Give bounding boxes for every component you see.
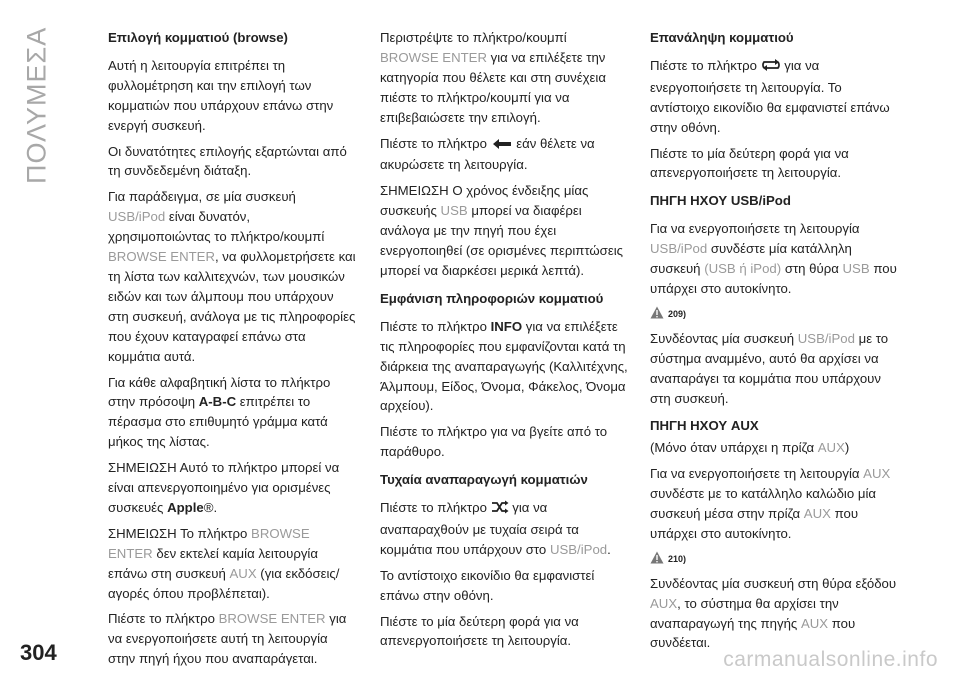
gray-term: USB: [440, 203, 468, 219]
column-2: [380, 28, 628, 657]
paragraph: Το αντίστοιχο εικονίδιο θα εμφανιστεί επάνω στην οθόνη.: [380, 567, 595, 603]
heading-track-info: Εμφάνιση πληροφοριών κομματιού: [380, 290, 604, 306]
gray-term: USB/iPod: [797, 330, 855, 346]
gray-term: AUX: [650, 595, 678, 611]
warning-icon: [650, 305, 664, 325]
gray-term: AUX: [863, 466, 891, 482]
bold-term: Apple: [167, 499, 204, 515]
paragraph: Πιέστε το πλήκτρο INFO για να επιλέξετε τις πληροφορίες που εμφανίζονται κατά τη διάρκεια της αναπαραγωγής (Καλλιτέχνης, Άλμπουμ, Είδος, Όνομα, Φάκελος, Όνομα αρχείου).: [380, 318, 628, 414]
heading-shuffle: Τυχαία αναπαραγωγή κομματιών: [380, 472, 588, 488]
gray-term: AUX: [803, 506, 831, 522]
paragraph: Πιέστε το πλήκτρο BROWSE ENTER για να ενεργοποιήσετε αυτή τη λειτουργία στην πηγή ήχου που αναπαράγεται.: [108, 611, 347, 667]
gray-term: BROWSE ENTER: [218, 611, 326, 627]
paragraph: Συνδέοντας μία συσκευή USB/iPod με το σύστημα αναμμένο, αυτό θα αρχίσει να αναπαράγει τα κομμάτια που υπάρχουν στη συσκευή.: [650, 330, 889, 406]
paragraph: Πιέστε το πλήκτρο για να ενεργοποιήσετε τη λειτουργία. Το αντίστοιχο εικονίδιο θα εμφανιστεί επάνω στην οθόνη.: [650, 57, 890, 135]
paragraph: Αυτή η λειτουργία επιτρέπει τη φυλλομέτρηση και την επιλογή των κομματιών που υπάρχουν επάνω στην ενεργή συσκευή.: [108, 57, 334, 133]
gray-term: BROWSE ENTER: [108, 249, 215, 265]
page-number: 304: [20, 640, 57, 665]
gray-term: AUX: [817, 440, 845, 456]
paragraph: Πιέστε το πλήκτρο για να βγείτε από το παράθυρο.: [380, 424, 608, 460]
warning-note: [650, 305, 898, 325]
warning-note-number: 209): [668, 308, 687, 319]
paragraph: (Μόνο όταν υπάρχει η πρίζα AUX): [650, 440, 850, 456]
section-side-title: ΠΟΛΥΜΕΣΑ: [21, 26, 52, 184]
warning-icon: [650, 550, 664, 570]
heading-usb-source: ΠΗΓΗ ΗΧΟΥ USB/iPod: [650, 193, 791, 209]
paragraph: Οι δυνατότητες επιλογής εξαρτώνται από τη συνδεδεμένη διάταξη.: [108, 143, 347, 179]
heading-aux-source: ΠΗΓΗ ΗΧΟΥ AUX: [650, 418, 759, 434]
bold-term: A-B-C: [198, 394, 237, 410]
warning-note: [650, 550, 898, 570]
paragraph: Για κάθε αλφαβητική λίστα το πλήκτρο στην πρόσοψη A-B-C επιτρέπει το πέρασμα στο επιθυμητό γράμμα κατά μήκος της λίστας.: [108, 374, 331, 450]
paragraph: Για να ενεργοποιήσετε τη λειτουργία USB/iPod συνδέστε μία κατάλληλη συσκευή (USB ή iPod) στη θύρα USB που υπάρχει στο αυτοκίνητο.: [650, 221, 897, 296]
paragraph: Πιέστε το πλήκτρο εάν θέλετε να ακυρώσετε τη λειτουργία.: [380, 135, 595, 173]
paragraph: Πιέστε το μία δεύτερη φορά για να απενεργοποιήσετε τη λειτουργία.: [380, 613, 579, 649]
paragraph: Για να ενεργοποιήσετε τη λειτουργία AUX συνδέστε με το κατάλληλο καλώδιο μία συσκευή μέσα στην πρίζα AUX που υπάρχει στο αυτοκίνητο.: [650, 466, 891, 541]
warning-note-number: 210): [668, 553, 687, 564]
note-paragraph: ΣΗΜΕΙΩΣΗ Το πλήκτρο BROWSE ENTER δεν εκτελεί καμία λειτουργία επάνω στη συσκευή AUX (για εκδόσεις/αγορές όπου προβλέπεται).: [108, 525, 340, 601]
back-icon: [491, 136, 513, 156]
watermark: carmanualsonline.info: [723, 648, 938, 671]
note-paragraph: ΣΗΜΕΙΩΣΗ Αυτό το πλήκτρο μπορεί να είναι απενεργοποιημένο για ορισμένες συσκευές Apple®.: [108, 460, 340, 515]
gray-term: USB/iPod: [549, 541, 608, 557]
gray-term: BROWSE ENTER: [380, 49, 487, 65]
heading-repeat: Επανάληψη κομματιού: [650, 30, 794, 45]
gray-term: USB/iPod: [108, 209, 166, 225]
paragraph: Για παράδειγμα, σε μία συσκευή USB/iPod είναι δυνατόν, χρησιμοποιώντας το πλήκτρο/κουμπί BROWSE ENTER, να φυλλομετρήσετε και τη λίστα των καλλιτεχνών, των μουσικών ειδών και των άλμπουμ που υπάρχουν στη συσκευή, ανάλογα με τις πληροφορίες που έχουν καταγραφεί επάνω στα κομμάτια αυτά.: [108, 189, 356, 364]
gray-term: BROWSE ENTER: [108, 525, 310, 561]
gray-term: AUX: [800, 615, 829, 631]
gray-term: USB: [842, 261, 870, 277]
repeat-icon: [761, 58, 781, 78]
paragraph: Περιστρέψτε το πλήκτρο/κουμπί BROWSE ENTER για να επιλέξετε την κατηγορία που θέλετε και στη συνέχεια πιέστε το πλήκτρο/κουμπί για να επιβεβαιώσετε την επιλογή.: [380, 30, 606, 125]
shuffle-icon: [491, 500, 509, 520]
paragraph: Πιέστε το μία δεύτερη φορά για να απενεργοποιήσετε τη λειτουργία.: [650, 145, 849, 181]
column-3: [650, 28, 898, 659]
note-paragraph: ΣΗΜΕΙΩΣΗ Ο χρόνος ένδειξης μίας συσκευής USB μπορεί να διαφέρει ανάλογα με την πηγή που έχει ενεργοποιηθεί (σε ορισμένες περιπτώσεις μπορεί να διαρκέσει μερικά λεπτά).: [380, 183, 623, 278]
paragraph: Συνδέοντας μία συσκευή στη θύρα εξόδου AUX, το σύστημα θα αρχίσει την αναπαραγωγή της πηγής AUX που συνδέεται.: [650, 575, 897, 651]
gray-term: (USB ή iPod): [704, 261, 782, 277]
heading-browse: Επιλογή κομματιού (browse): [108, 30, 288, 45]
paragraph: Πιέστε το πλήκτρο για να αναπαραχθούν με τυχαία σειρά τα κομμάτια που υπάρχουν στο USB/iPod.: [380, 500, 611, 557]
gray-term: AUX: [229, 565, 257, 581]
bold-term: INFO: [490, 318, 523, 334]
column-1: [108, 28, 356, 675]
gray-term: USB/iPod: [650, 241, 708, 257]
